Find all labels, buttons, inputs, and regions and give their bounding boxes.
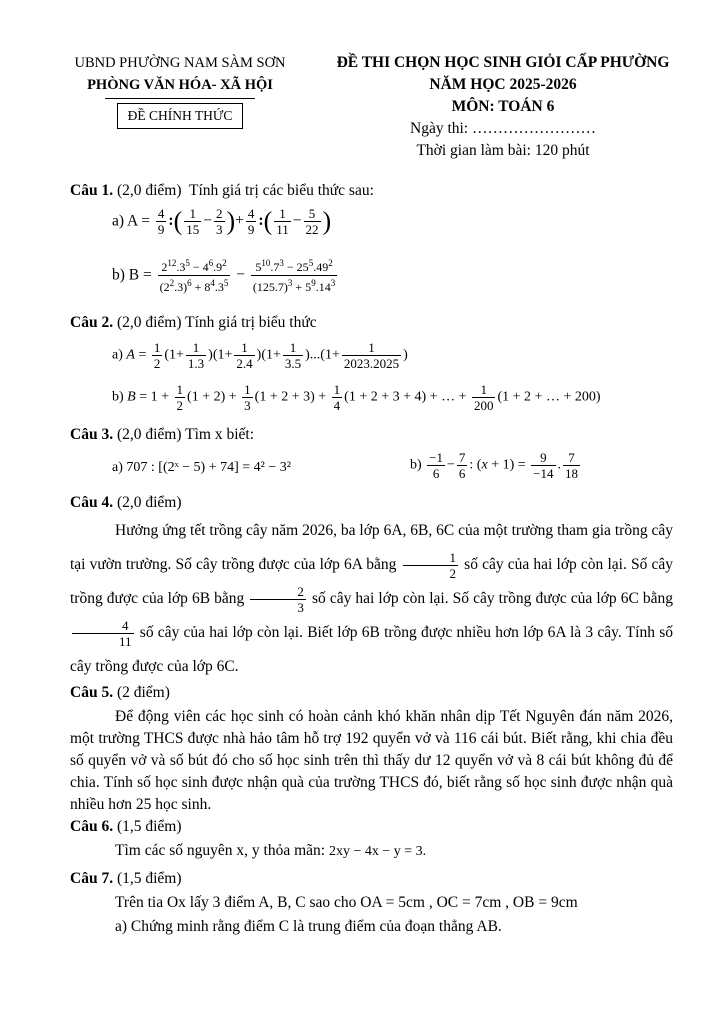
q3b-label: b)	[410, 457, 422, 473]
q5-points: (2 điểm)	[116, 684, 170, 701]
subject: MÔN: TOÁN 6	[451, 98, 555, 115]
q2-label: Câu 2.	[70, 314, 114, 331]
q1b: b) B = $\frac{2^{12}.3^5 - 4^6.9^2}{(2^2.3)^6 + 8^4.3^5}$ − $\frac{5^{10}.7^3 - 25^5.49^2}{(125.7)^3 + 5^9.14^3}$	[112, 258, 336, 294]
org-line1: UBND PHƯỜNG NAM SÀM SƠN	[74, 55, 286, 71]
q4-body: Hưởng ứng tết trồng cây năm 2026, ba lớp 6A, 6B, 6C của một trường tham gia trồng cây tại vườn trường. Số cây trồng được của lớp 6A bằng $\frac{1}{2}$ số cây của hai lớp còn lại. Số cây trồng được của lớp 6B bằng $\frac{2}{3}$ số cây hai lớp còn lại. Số cây trồng được của lớp 6C bằng $\frac{4}{11}$ số cây của hai lớp còn lại. Biết lớp 6B trồng được nhiều hơn lớp 6A là 3 cây. Tính số cây trồng được của lớp 6C.	[70, 522, 674, 675]
header-right	[318, 52, 688, 162]
question-1	[70, 182, 374, 200]
q4-points: (2,0 điểm)	[116, 494, 182, 511]
q7a: a) Chứng minh rằng điểm C là trung điểm của đoạn thẳng AB.	[115, 918, 502, 935]
q4-p1b: số cây của hai lớp còn lại. Số cây trồng được của lớp 6B bằng	[70, 556, 674, 607]
exam-duration: Thời gian làm bài: 120 phút	[416, 142, 590, 159]
org-line2: PHÒNG VĂN HÓA- XÃ HỘI	[87, 77, 273, 93]
q3a-expr: 707 : [(2ˣ − 5) + 74] = 4² − 3²	[126, 460, 291, 475]
q6-text: Tìm các số nguyên x, y thỏa mãn:	[115, 842, 326, 859]
q1-label: Câu 1.	[70, 182, 114, 199]
q2-points: (2,0 điểm)	[116, 314, 182, 331]
q6-label: Câu 6.	[70, 818, 114, 835]
q1-text: Tính giá trị các biểu thức sau:	[189, 182, 374, 199]
q5-label: Câu 5.	[70, 684, 114, 701]
q1a-label: a) A =	[112, 212, 151, 230]
question-7	[70, 870, 182, 888]
q2b-label: b)	[112, 389, 124, 405]
q7-label: Câu 7.	[70, 870, 114, 887]
q3-label: Câu 3.	[70, 426, 114, 443]
q3b: b) $\frac{-1}{6}$ − $\frac{7}{6}$ : (x + 1) = $\frac{9}{-14}$ . $\frac{7}{18}$	[410, 450, 578, 481]
q1b-label: b) B =	[112, 266, 152, 284]
q7-body: Trên tia Ox lấy 3 điểm A, B, C sao cho OA = 5cm , OC = 7cm , OB = 9cm	[115, 894, 578, 911]
q2a-label: a)	[112, 347, 123, 363]
exam-title: ĐỀ THI CHỌN HỌC SINH GIỎI CẤP PHƯỜNG	[336, 54, 670, 71]
q3a	[112, 460, 291, 476]
q5-body: Để động viên các học sinh có hoàn cảnh khó khăn nhân dịp Tết Nguyên đán năm 2026, một trường THCS được nhà hảo tâm hỗ trợ 192 quyển vở và 116 cái bút. Biết rằng, khi chia đều số quyển vở và số bút đó cho số học sinh trên thì thấy dư 12 quyển vở và 8 cái bút không đủ để chia. Tính số học sinh được nhận quà của trường THCS đó, biết rằng số học sinh được nhận quà nhiều hơn 25 học sinh.	[70, 708, 673, 813]
divider	[105, 98, 255, 99]
header-left	[55, 52, 305, 129]
q6-expr: 2xy − 4x − y = 3.	[328, 844, 427, 859]
school-year: NĂM HỌC 2025-2026	[429, 76, 577, 93]
q1-points: (2,0 điểm)	[116, 182, 182, 199]
question-3	[70, 426, 254, 444]
q4-label: Câu 4.	[70, 494, 114, 511]
q3-text: Tìm x biết:	[185, 426, 255, 443]
q2b: b) B = 1 + $\frac{1}{2}$ (1 + 2) + $\frac{1}{3}$ (1 + 2 + 3) + $\frac{1}{4}$ (1 + 2 + 3 + 4) + … + $\frac{1}{200}$ (1 + 2 + … + 200)	[112, 382, 601, 413]
q6-body	[115, 842, 426, 860]
q7-points: (1,5 điểm)	[116, 870, 182, 887]
q2a: a) A = $\frac{1}{2}$ (1+ $\frac{1}{1.3}$ )(1+ $\frac{1}{2.4}$ )(1+ $\frac{1}{3.5}$ )...(1+ $\frac{1}{2023.2025}$ )	[112, 340, 408, 371]
question-2	[70, 314, 317, 332]
q3-points: (2,0 điểm)	[116, 426, 182, 443]
q1a: a) A = $\frac{4}{9}$ :( $\frac{1}{15}$ − $\frac{2}{3}$ )+ $\frac{4}{9}$ :( $\frac{1}{11}$ − $\frac{5}{22}$ )	[112, 206, 332, 237]
q2-text: Tính giá trị biểu thức	[185, 314, 317, 331]
q4-p1d: số cây của hai lớp còn lại. Biết lớp 6B trồng được nhiều hơn lớp 6A là 3 cây. Tính số cây trồng được của lớp 6C.	[70, 624, 674, 675]
question-4	[70, 494, 182, 512]
q2b-tail: (1 + 2 + … + 200)	[497, 389, 601, 405]
question-5	[70, 684, 170, 702]
q4-p1c: số cây hai lớp còn lại. Số cây trồng được của lớp 6C bằng	[311, 590, 673, 607]
q6-points: (1,5 điểm)	[116, 818, 182, 835]
official-badge: ĐỀ CHÍNH THỨC	[117, 103, 244, 129]
q4-p1: Hưởng ứng tết trồng cây năm 2026, ba lớp 6A, 6B, 6C của một trường tham gia trồng cây tại vườn trường. Số cây trồng được của lớp 6A bằng	[70, 522, 673, 573]
question-6	[70, 818, 182, 836]
exam-date: Ngày thi: ……………………	[410, 120, 596, 137]
q3a-label: a)	[112, 460, 123, 475]
